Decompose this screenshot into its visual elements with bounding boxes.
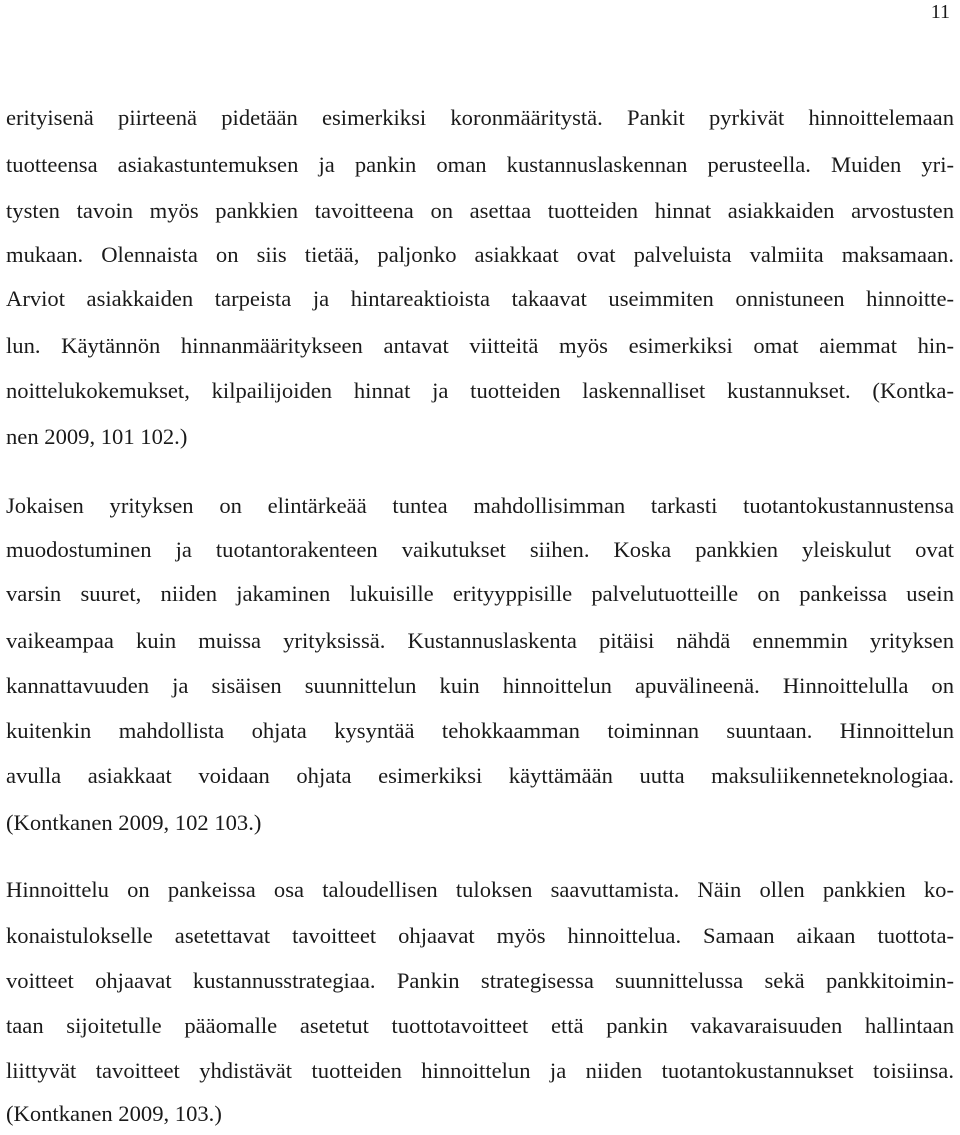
text-line: (Kontkanen 2009, 102 103.) <box>6 810 262 835</box>
page-number: 11 <box>930 1 950 23</box>
text-line: muodostuminen ja tuotantorakenteen vaikutukset siihen. Koska pankkien yleiskulut ovat <box>6 537 954 562</box>
text-line: avulla asiakkaat voidaan ohjata esimerkiksi käyttämään uutta maksuliikenneteknologiaa. <box>6 763 954 788</box>
text-line: Arviot asiakkaiden tarpeista ja hintareaktioista takaavat useimmiten onnistuneen hinnoitte- <box>6 286 954 311</box>
text-line: Jokaisen yrityksen on elintärkeää tuntea mahdollisimman tarkasti tuotantokustannustensa <box>6 493 954 518</box>
text-line: konaistulokselle asetettavat tavoitteet ohjaavat myös hinnoittelua. Samaan aikaan tuottota- <box>6 923 954 948</box>
text-line: nen 2009, 101 102.) <box>6 424 188 449</box>
text-line: taan sijoitetulle pääomalle asetetut tuottotavoitteet että pankin vakavaraisuuden hallintaan <box>6 1013 954 1038</box>
text-line: tysten tavoin myös pankkien tavoitteena on asettaa tuotteiden hinnat asiakkaiden arvostusten <box>6 198 954 223</box>
text-line: erityisenä piirteenä pidetään esimerkiksi koronmääritystä. Pankit pyrkivät hinnoittelemaan <box>6 105 954 130</box>
text-line: lun. Käytännön hinnanmääritykseen antavat viitteitä myös esimerkiksi omat aiemmat hin- <box>6 333 954 358</box>
text-line: kuitenkin mahdollista ohjata kysyntää tehokkaamman toiminnan suuntaan. Hinnoittelun <box>6 718 954 743</box>
text-line: voitteet ohjaavat kustannusstrategiaa. Pankin strategisessa suunnittelussa sekä pankkitoimin- <box>6 968 954 993</box>
text-line: liittyvät tavoitteet yhdistävät tuotteiden hinnoittelun ja niiden tuotantokustannukset toisiinsa. <box>6 1058 954 1083</box>
text-line: Hinnoittelu on pankeissa osa taloudellisen tuloksen saavuttamista. Näin ollen pankkien ko- <box>6 877 954 902</box>
text-line: kannattavuuden ja sisäisen suunnittelun kuin hinnoittelun apuvälineenä. Hinnoittelulla on <box>6 673 954 698</box>
text-line: mukaan. Olennaista on siis tietää, paljonko asiakkaat ovat palveluista valmiita maksamaan. <box>6 242 954 267</box>
text-line: vaikeampaa kuin muissa yrityksissä. Kustannuslaskenta pitäisi nähdä ennemmin yrityksen <box>6 628 954 653</box>
text-line: noittelukokemukset, kilpailijoiden hinnat ja tuotteiden laskennalliset kustannukset. (Kontka- <box>6 378 954 403</box>
text-line: varsin suuret, niiden jakaminen lukuisille erityyppisille palvelutuotteille on pankeissa usein <box>6 581 954 606</box>
text-line: tuotteensa asiakastuntemuksen ja pankin oman kustannuslaskennan perusteella. Muiden yri- <box>6 152 954 177</box>
text-line: (Kontkanen 2009, 103.) <box>6 1101 222 1126</box>
